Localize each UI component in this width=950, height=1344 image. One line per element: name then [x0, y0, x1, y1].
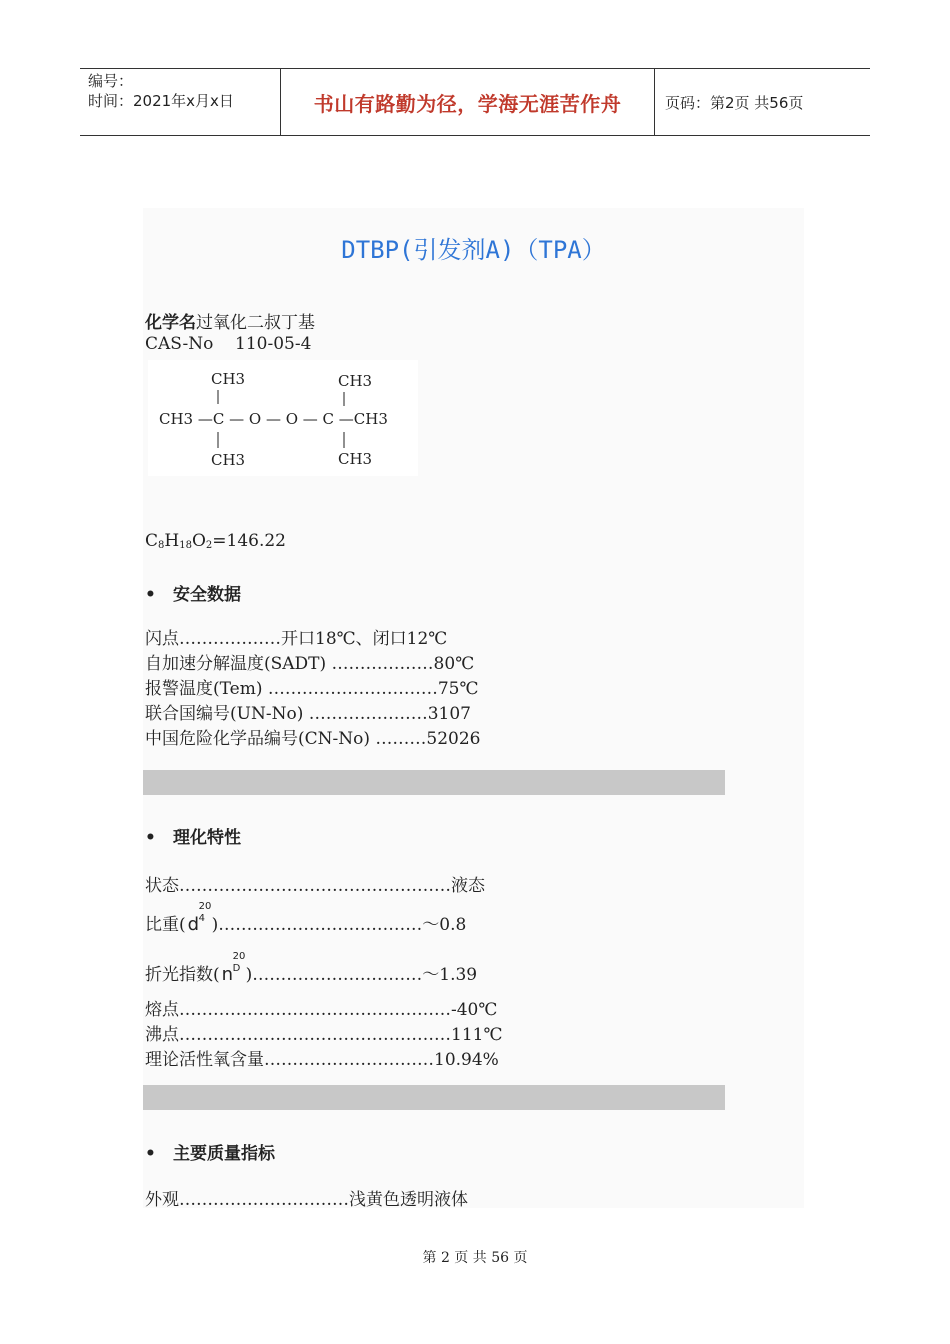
header-time: 时间：2021年x月x日 — [88, 92, 234, 110]
safety-row: 报警温度(Tem) …………………………75℃ — [145, 679, 479, 699]
safety-row: 自加速分解温度(SADT) ………………80℃ — [145, 654, 475, 674]
physchem-refractive-index: 折光指数( n 20 D )…………………………～1.39 — [145, 951, 478, 985]
safety-row: 联合国编号(UN-No) …………………3107 — [145, 704, 471, 724]
section-safety: • 安全数据 — [145, 585, 241, 605]
chemical-name-line — [145, 308, 315, 333]
physchem-boiling: 沸点…………………………………………111℃ — [145, 1025, 503, 1045]
safety-row: 闪点………………开口18℃、闭口12℃ — [145, 629, 448, 649]
header-page-info: 页码：第2页 共56页 — [665, 93, 804, 112]
refractive-symbol: n 20 D — [221, 951, 246, 985]
physchem-melting: 熔点…………………………………………-40℃ — [145, 1000, 498, 1020]
main-chain: CH3 —C — O — O — C —CH3 — [159, 410, 388, 428]
header-number: 编号： — [88, 72, 134, 90]
section-physchem: • 理化特性 — [145, 828, 241, 848]
page-footer: 第 2 页 共 56 页 — [422, 1250, 528, 1266]
structural-formula — [148, 360, 418, 476]
cas-number: CAS-No 110-05-4 — [145, 334, 312, 354]
ch3-top-left: CH3 — [211, 370, 246, 388]
density-symbol: d 20 4 — [187, 901, 212, 935]
section-quality-title: 主要质量指标 — [173, 1144, 275, 1164]
document-title: DTBP(引发剂A)（TPA） — [341, 236, 606, 264]
quality-row: 外观…………………………浅黄色透明液体 — [145, 1190, 468, 1210]
ch3-bottom-left: CH3 — [211, 451, 246, 469]
header-motto: 书山有路勤为径，学海无涯苦作舟 — [281, 69, 655, 135]
physchem-state: 状态…………………………………………液态 — [145, 876, 485, 896]
chemical-name-value: 过氧化二叔丁基 — [196, 313, 315, 333]
section-safety-title: 安全数据 — [173, 585, 241, 605]
ch3-bottom-right: CH3 — [338, 450, 373, 468]
header-meta — [80, 69, 281, 135]
section-quality: • 主要质量指标 — [145, 1144, 275, 1164]
chemical-name-label: 化学名 — [145, 313, 196, 333]
safety-row: 中国危险化学品编号(CN-No) ………52026 — [145, 729, 481, 749]
molecular-formula: $C_8H_{18}O_2=146.22$ — [145, 531, 286, 551]
section-divider — [143, 1085, 725, 1110]
section-divider — [143, 770, 725, 795]
physchem-oxygen: 理论活性氧含量…………………………10.94% — [145, 1050, 499, 1070]
physchem-density: 比重( d 20 4 )………………………………～0.8 — [145, 901, 467, 935]
section-physchem-title: 理化特性 — [173, 828, 241, 848]
page-header — [80, 68, 870, 136]
ch3-top-right: CH3 — [338, 372, 373, 390]
